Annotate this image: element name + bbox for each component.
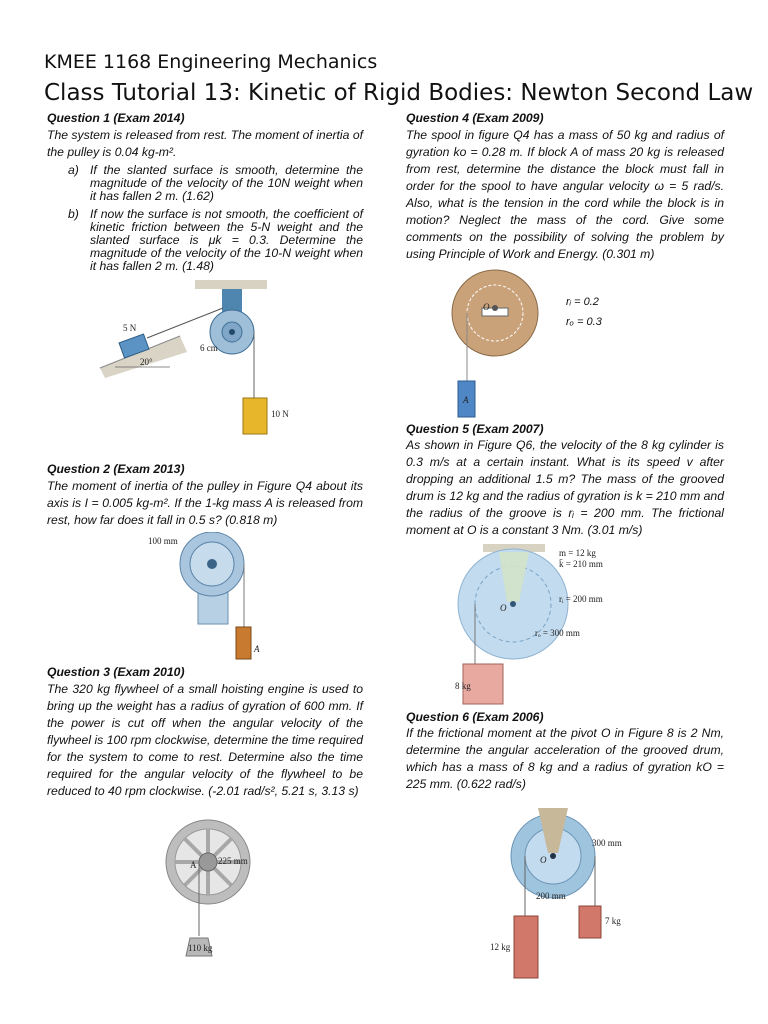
inner-label: 200 mm xyxy=(536,891,566,901)
question-1-heading: Question 1 (Exam 2014) xyxy=(47,111,185,125)
k-label: k̄ = 210 mm xyxy=(559,559,603,569)
question-5-figure xyxy=(455,544,625,706)
question-4-heading: Question 4 (Exam 2009) xyxy=(406,111,544,125)
part-a-marker: a) xyxy=(68,163,79,177)
weight-label: 110 kg xyxy=(188,943,213,953)
block-label: A xyxy=(463,395,469,405)
question-5-heading: Question 5 (Exam 2007) xyxy=(406,422,544,436)
question-4-text: The spool in figure Q4 has a mass of 50 kg and radius of gyration ko = 0.28 m. If block A of mass 20 kg is released from rest, determine the distance the block must fall in order for the spool to have angular velocity ω = 5 rad/s. Also, what is the tension in the cord while the block is in motion? Neglect the mass of the cord. Give some comments on the possibility of solving the problem by using Principle of Work and Energy. (0.301 m) xyxy=(406,128,724,261)
ro-label: rₒ = 300 mm xyxy=(535,628,580,638)
mass-12kg xyxy=(514,916,538,978)
radius-label: 100 mm xyxy=(148,536,178,546)
question-2-text: The moment of inertia of the pulley in Figure Q4 about its axis is I = 0.005 kg-m². If the 1-kg mass A is released from rest, how far does it fall in 0.5 s? (0.818 m) xyxy=(47,479,363,527)
angle-label: 20° xyxy=(140,357,153,367)
question-1-figure xyxy=(95,280,315,440)
part-a-text: If the slanted surface is smooth, determine the magnitude of the velocity of the 10N weight when it has fallen 2 m. (1.62) xyxy=(90,163,363,203)
block-label: 5 N xyxy=(123,323,137,333)
m-label: m = 12 kg xyxy=(559,548,596,558)
ro-label: rₒ = 0.3 xyxy=(566,316,602,328)
question-6-heading: Question 6 (Exam 2006) xyxy=(406,710,544,724)
mass-7kg xyxy=(579,906,601,938)
point-label: A xyxy=(190,860,197,870)
question-1-text: The system is released from rest. The moment of inertia of the pulley is 0.04 kg-m². xyxy=(47,128,363,159)
center-label: O xyxy=(540,855,547,865)
question-3-heading: Question 3 (Exam 2010) xyxy=(47,665,185,679)
ceiling-support xyxy=(195,280,267,289)
weight-10n xyxy=(243,398,267,434)
mass-a xyxy=(236,627,251,659)
center-label: O xyxy=(483,302,490,312)
question-2-figure xyxy=(140,532,280,664)
question-6-text: If the frictional moment at the pivot O in Figure 8 is 2 Nm, determine the angular acceleration of the grooved drum, which has a mass of 8 kg and a radius of gyration kO = 225 mm. (0.622 rad/s) xyxy=(406,726,724,791)
ri-label: rᵢ = 0.2 xyxy=(566,296,599,308)
part-b-marker: b) xyxy=(68,207,79,221)
question-1-part-a xyxy=(68,163,363,203)
weight-label: 10 N xyxy=(271,409,289,419)
mass-label: 8 kg xyxy=(455,681,471,691)
center-label: O xyxy=(500,603,507,613)
mass-label: A xyxy=(254,644,260,654)
large-mass-label: 12 kg xyxy=(490,942,511,952)
question-2-heading: Question 2 (Exam 2013) xyxy=(47,462,185,476)
question-4-figure xyxy=(440,268,560,420)
outer-label: 300 mm xyxy=(592,838,622,848)
question-3-text: The 320 kg flywheel of a small hoisting engine is used to bring up the weight has a radius of gyration of 600 mm. If the power is cut off when the angular velocity of the flywheel is 100 rpm clockwise, determine the time required for the system to come to rest. Determine also the time required for the angular velocity of the flywheel to be reduced to 40 rpm clockwise. (-2.01 rad/s², 5.21 s, 3.13 s) xyxy=(47,682,363,798)
radius-label: 6 cm xyxy=(200,343,218,353)
question-1-part-b xyxy=(68,207,363,273)
question-6-figure xyxy=(490,808,640,983)
question-5-text: As shown in Figure Q6, the velocity of the 8 kg cylinder is 0.3 m/s at a certain instant. What is its speed v after dropping an additional 1.5 m? The mass of the grooved drum is 12 kg and the radius of gyration is k = 210 mm and the radius of the groove is rᵢ = 200 mm. The frictional moment at O is a constant 3 Nm. (3.01 m/s) xyxy=(406,438,724,537)
page-title: Class Tutorial 13: Kinetic of Rigid Bodies: Newton Second Law xyxy=(44,80,754,106)
radius-label: 225 mm xyxy=(218,856,248,866)
question-3-figure xyxy=(162,818,254,958)
part-b-text: If now the surface is not smooth, the coefficient of kinetic friction between the 5-N weight and the slanted surface is μk = 0.3. Determine the magnitude of the velocity of the 10-N weight when it has fallen 2 m. (1.48) xyxy=(90,207,363,273)
ri-label: rᵢ = 200 mm xyxy=(559,594,603,604)
small-mass-label: 7 kg xyxy=(605,916,621,926)
course-code: KMEE 1168 Engineering Mechanics xyxy=(44,51,378,73)
